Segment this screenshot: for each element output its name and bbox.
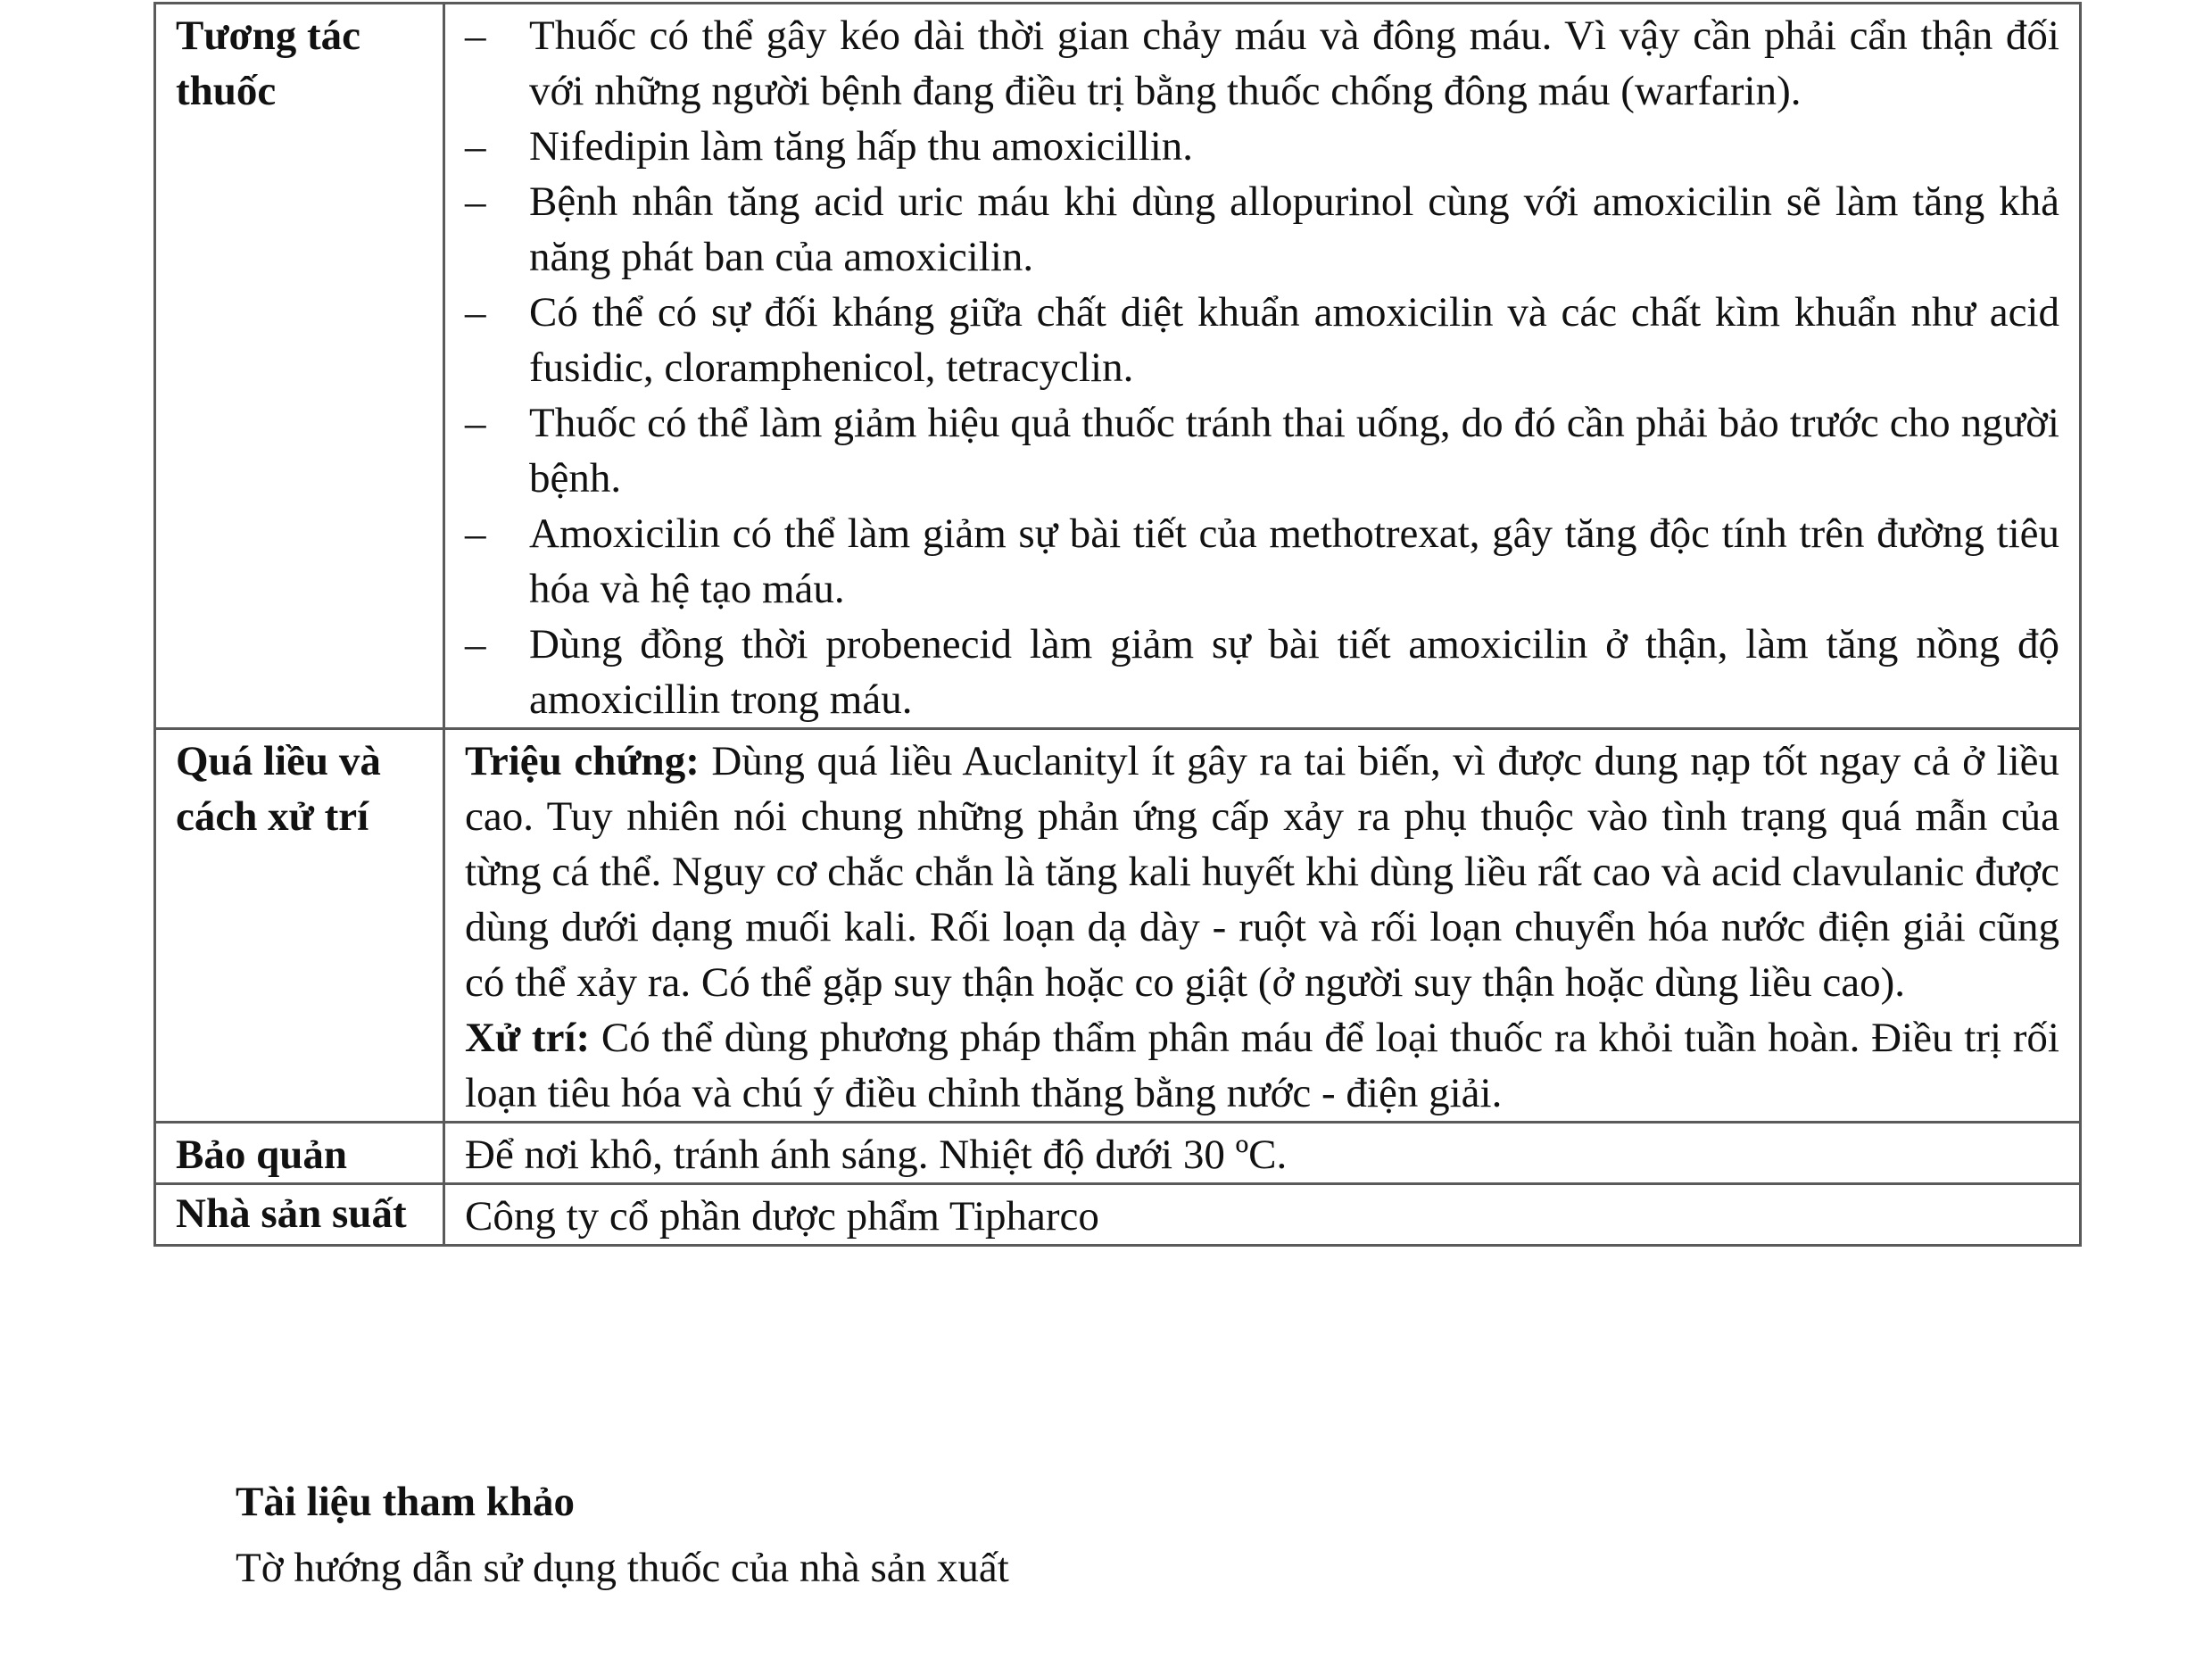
list-item-text: Dùng đồng thời probenecid làm giảm sự bài tiết amoxicilin ở thận, làm tăng nồng độ amoxicillin trong máu. [529,621,2059,723]
list-item-text: Thuốc có thể làm giảm hiệu quả thuốc tránh thai uống, do đó cần phải bảo trước cho người bệnh. [529,400,2059,502]
symptoms-text: Dùng quá liều Auclanityl ít gây ra tai biến, vì được dung nạp tốt ngay cả ở liều cao. Tuy nhiên nói chung những phản ứng cấp xảy ra phụ thuộc vào tình trạng quá mẫn của từng cá thể. Nguy cơ chắc chắn là tăng kali huyết khi dùng liều rất cao và acid clavulanic được dùng dưới dạng muối kali. Rối loạn dạ dày - ruột và rối loạn chuyển hóa nước điện giải cũng có thể xảy ra. Có thể gặp suy thận hoặc co giật (ở người suy thận hoặc dùng liều cao). [465,738,2060,1006]
references-body: Tờ hướng dẫn sử dụng thuốc của nhà sản xuất [236,1545,1009,1591]
table-row-storage [155,1123,2081,1184]
list-item-text: Có thể có sự đối kháng giữa chất diệt khuẩn amoxicilin và các chất kìm khuẩn như acid fusidic, cloramphenicol, tetracyclin. [529,289,2059,391]
list-item-text: Nifedipin làm tăng hấp thu amoxicillin. [529,123,1194,170]
table-row-interactions [155,4,2081,729]
dash-bullet: – [465,12,486,59]
table-row-manufacturer [155,1184,2081,1246]
list-item [465,8,2059,119]
overdose-content [444,729,2081,1123]
symptoms-lead: Triệu chứng: [465,738,700,784]
list-item [465,285,2059,395]
row-label-overdose: Quá liều và cách xử trí [155,729,444,1123]
list-item [465,119,2059,174]
dash-bullet: – [465,621,486,668]
list-item [465,174,2059,285]
table-row-overdose [155,729,2081,1123]
dash-bullet: – [465,123,486,170]
dash-bullet: – [465,510,486,557]
list-item-text: Amoxicilin có thể làm giảm sự bài tiết của methotrexat, gây tăng độc tính trên đường tiêu hóa và hệ tạo máu. [529,510,2059,612]
list-item [465,395,2059,506]
list-item-text: Bệnh nhân tăng acid uric máu khi dùng allopurinol cùng với amoxicilin sẽ làm tăng khả năng phát ban của amoxicilin. [529,178,2059,280]
interactions-list [465,8,2059,727]
list-item [465,506,2059,617]
row-label-storage: Bảo quản [155,1123,444,1184]
drug-info-table [153,2,2082,1247]
list-item-text: Thuốc có thể gây kéo dài thời gian chảy máu và đông máu. Vì vậy cần phải cẩn thận đối với những người bệnh đang điều trị bằng thuốc chống đông máu (warfarin). [529,12,2059,114]
dash-bullet: – [465,178,486,225]
treatment-lead: Xử trí: [465,1015,591,1061]
treatment-paragraph [465,1010,2059,1121]
symptoms-paragraph [465,734,2059,1010]
dash-bullet: – [465,289,486,336]
row-label-interactions: Tương tác thuốc [155,4,444,729]
dash-bullet: – [465,400,486,446]
treatment-text: Có thể dùng phương pháp thẩm phân máu để loại thuốc ra khỏi tuần hoàn. Điều trị rối loạn tiêu hóa và chú ý điều chỉnh thăng bằng nước - điện giải. [465,1015,2059,1116]
row-label-manufacturer: Nhà sản suất [155,1184,444,1246]
manufacturer-content: Công ty cổ phần dược phẩm Tipharco [444,1184,2081,1246]
list-item [465,617,2059,727]
references-heading: Tài liệu tham khảo [236,1479,575,1525]
storage-content: Để nơi khô, tránh ánh sáng. Nhiệt độ dưới 30 ºC. [444,1123,2081,1184]
interactions-content [444,4,2081,729]
references-section [236,1474,1009,1596]
